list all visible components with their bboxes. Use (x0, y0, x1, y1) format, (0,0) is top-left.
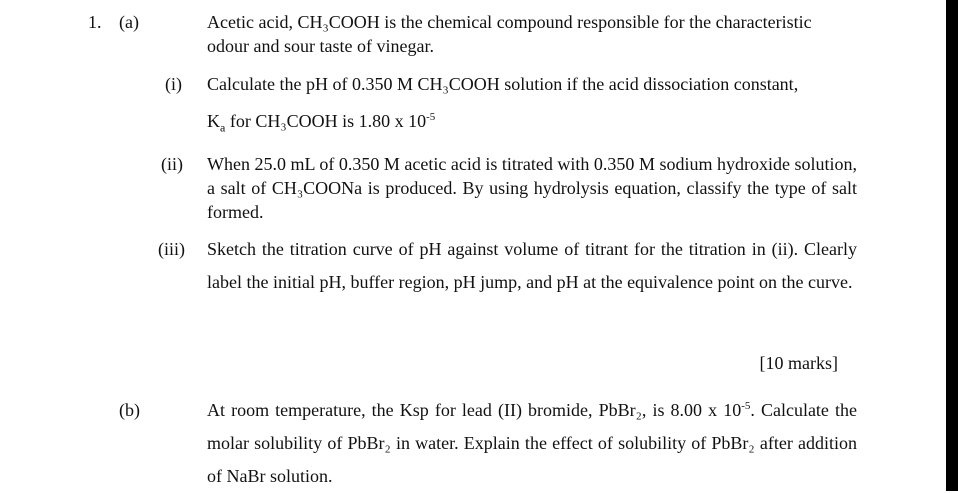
subpart-iii-label: (iii) (158, 239, 185, 259)
part-b-seg1: At room temperature, the Ksp for lead (II) bromide, PbBr₂, is 8.00 x 10 (207, 400, 742, 420)
part-a-label: (a) (119, 12, 139, 32)
marks-label: [10 marks] (759, 353, 838, 373)
part-a-intro-line1: Acetic acid, CH₃COOH is the chemical compound responsible for the characteristic (207, 12, 812, 32)
subpart-i-label: (i) (165, 74, 182, 94)
part-b-label: (b) (119, 400, 140, 420)
subpart-i-line2 (207, 105, 435, 140)
page-edge (946, 0, 958, 491)
part-a-intro-line2: odour and sour taste of vinegar. (207, 36, 434, 56)
subpart-ii-text: When 25.0 mL of 0.350 M acetic acid is titrated with 0.350 M sodium hydroxide solution, a salt of CH₃COONa is produced. By using hydrolysis equation, classify the type of salt formed. (207, 154, 857, 222)
part-b-seg2: . Calculate the molar solubility of PbBr₂ in water. Explain the effect of solubility of PbBr₂ after addition of NaBr solution. (207, 400, 857, 486)
subpart-ii-label: (ii) (161, 154, 183, 174)
ka-exponent: -5 (426, 111, 436, 123)
question-number: 1. (88, 12, 102, 32)
part-b-text (207, 394, 857, 493)
subpart-iii-text: Sketch the titration curve of pH against volume of titrant for the titration in (ii). Clearly label the initial pH, buffer region, pH jump, and pH at the equivalence point on the curve. (207, 239, 857, 292)
ka-subscript: a (220, 120, 226, 135)
ka-symbol: K (207, 111, 220, 131)
ksp-exponent: -5 (741, 400, 751, 412)
subpart-i-line1: Calculate the pH of 0.350 M CH₃COOH solution if the acid dissociation constant, (207, 74, 799, 94)
ka-text: for CH₃COOH is 1.80 x 10 (225, 111, 427, 131)
